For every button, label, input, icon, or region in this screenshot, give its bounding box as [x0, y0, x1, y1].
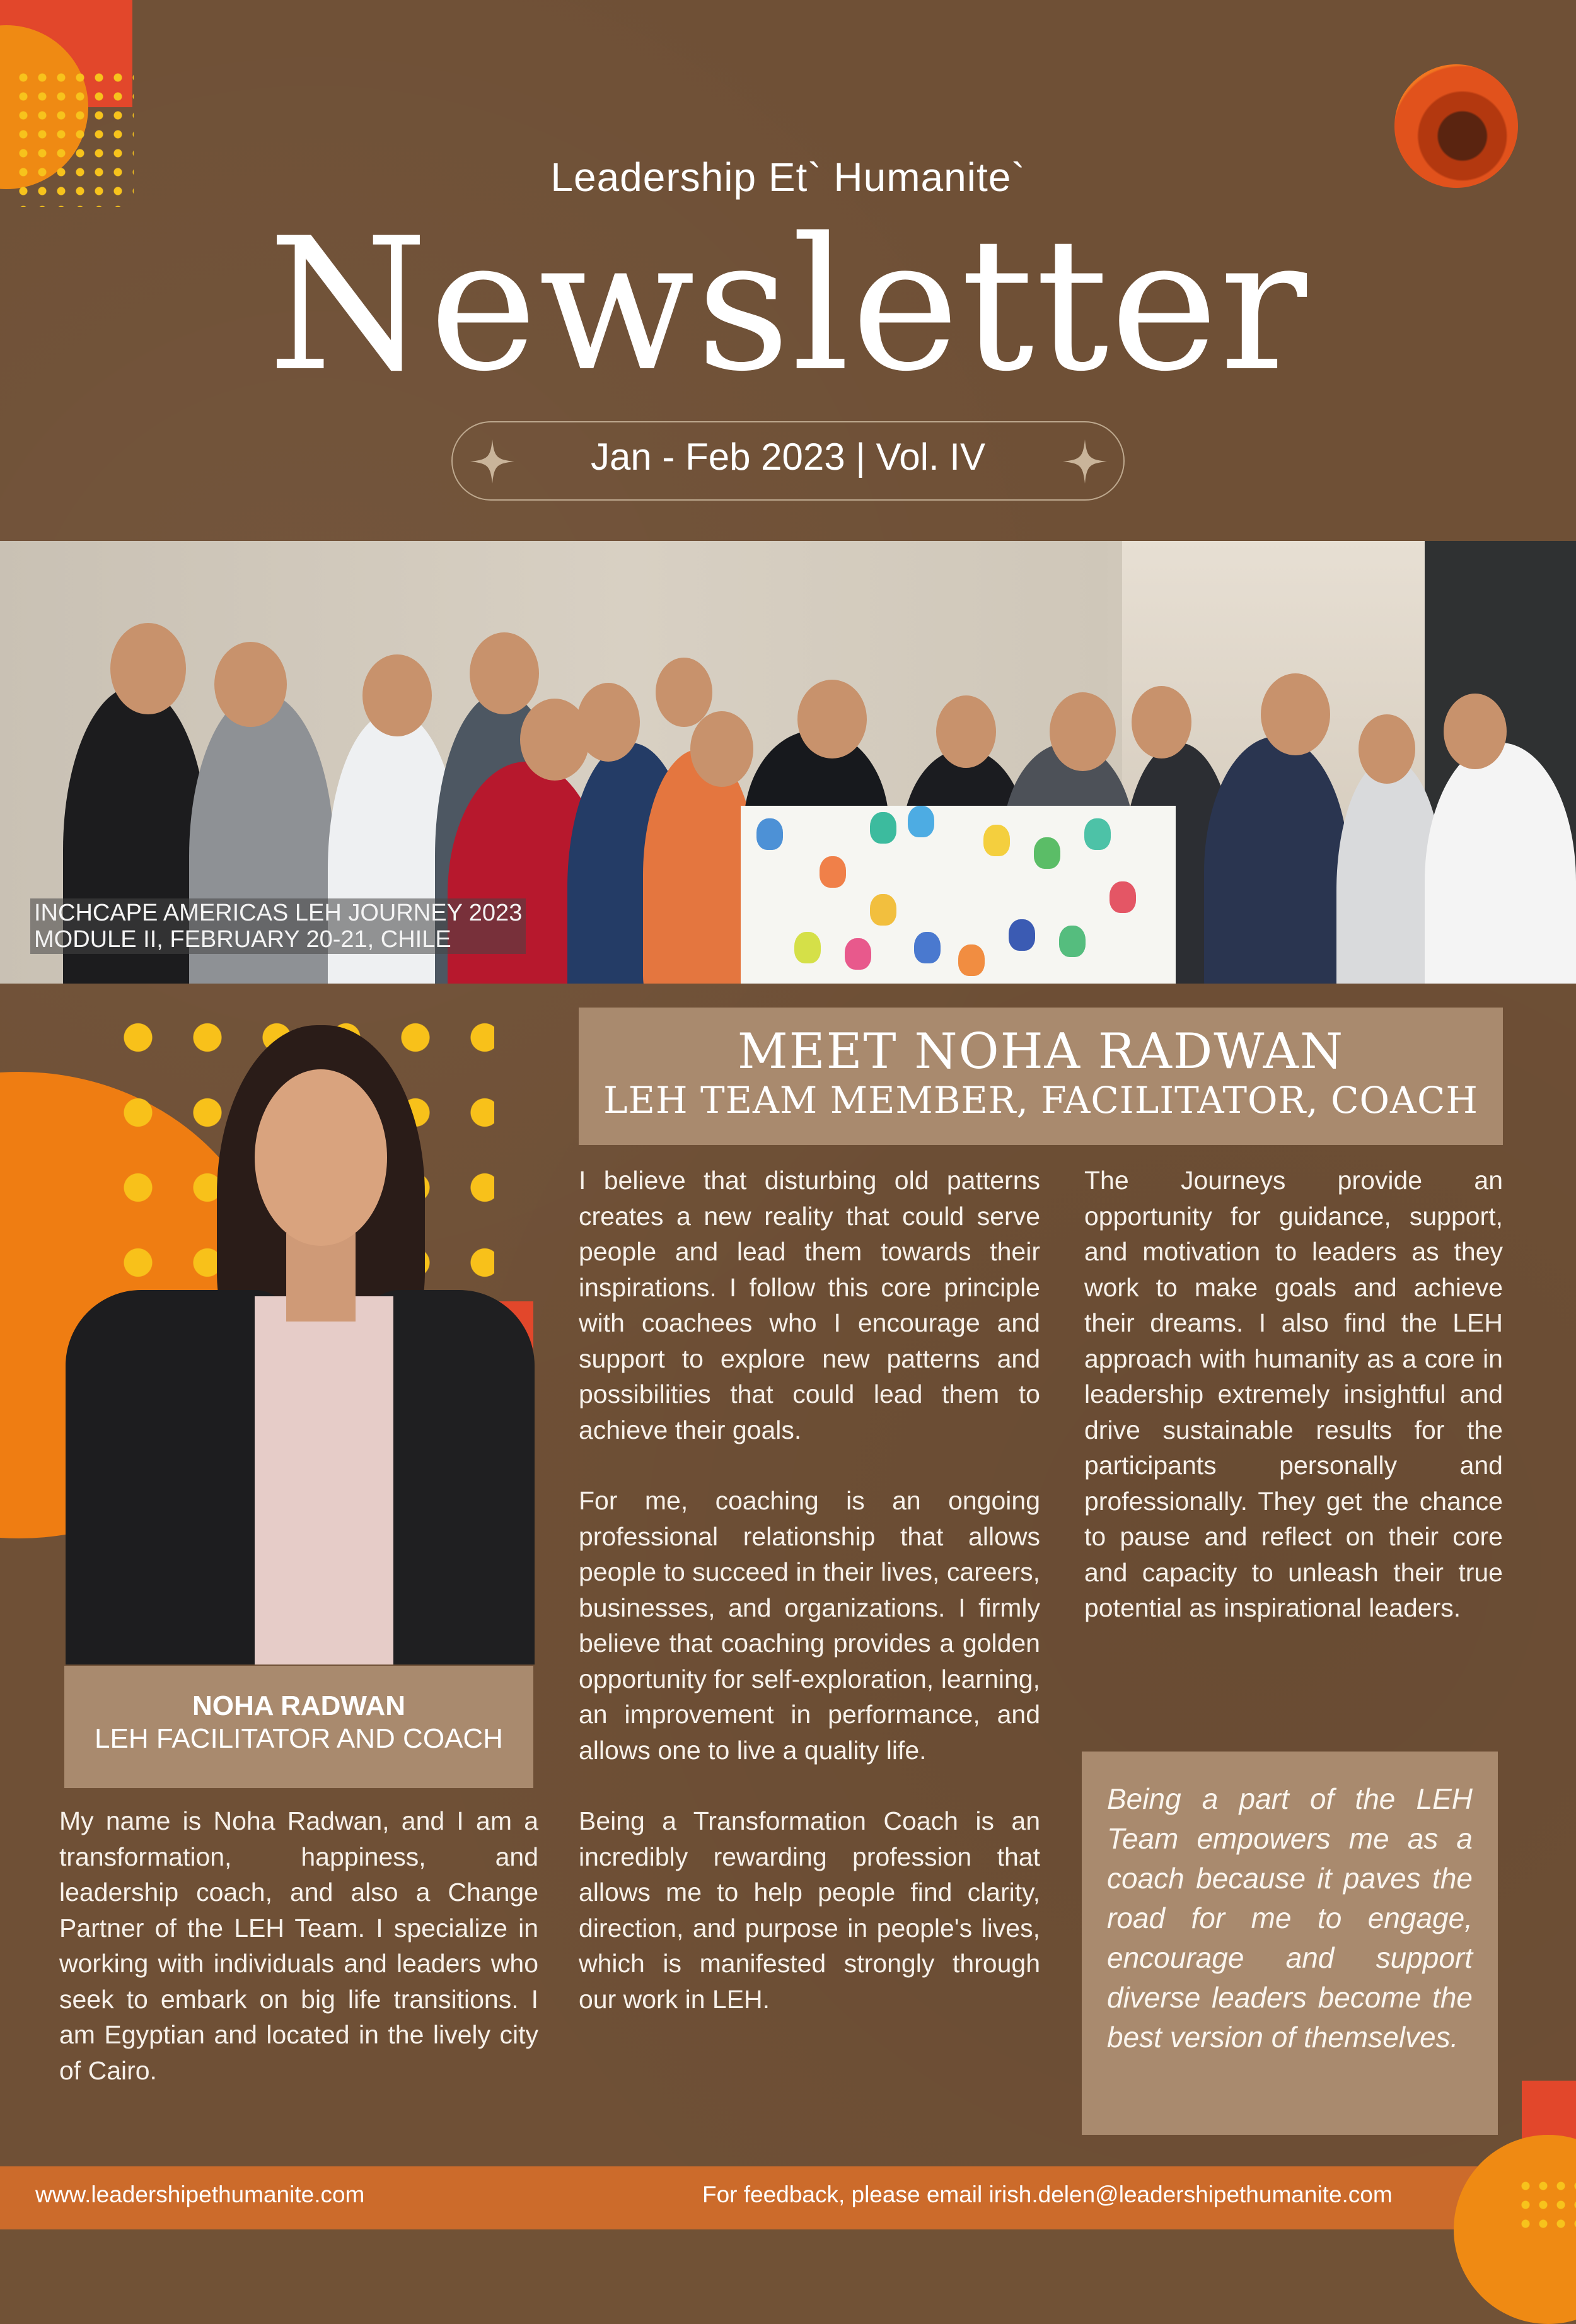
person-role: LEH FACILITATOR AND COACH	[95, 1723, 503, 1754]
photo-caption	[30, 898, 526, 954]
person-name: NOHA RADWAN	[192, 1690, 406, 1721]
brand-name: Leadership Et` Humanite`	[550, 154, 1026, 200]
intro-paragraph: My name is Noha Radwan, and I am a transformation, happiness, and leadership coach, and also a Change Partner of the LEH Team. I specialize in working with individuals and leaders who seek to embark on big life transitions. I am Egyptian and located in the lively city of Cairo.	[59, 1806, 538, 2085]
paragraph: Being a Transformation Coach is an incredibly rewarding profession that allows me to help people find clarity, direction, and purpose in people's lives, which is manifested strongly through our work in LEH.	[579, 1806, 1040, 2014]
article-column-middle	[579, 1163, 1040, 2017]
paragraph: I believe that disturbing old patterns creates a new reality that could serve people and lead them towards their inspirations. I follow this core principle with coachees who I encourage and support to explore new patterns and possibilities that could lead them to achieve their goals.	[579, 1166, 1040, 1444]
portrait-photo	[66, 1025, 535, 1665]
article-column-right	[1084, 1163, 1503, 1626]
photo-caption-line1: INCHCAPE AMERICAS LEH JOURNEY 2023	[34, 900, 523, 926]
decorative-red-square	[1522, 2081, 1576, 2144]
newsletter-title: Newsletter	[267, 199, 1309, 412]
feature-heading-box	[579, 1008, 1503, 1145]
paragraph: For me, coaching is an ongoing professional relationship that allows people to succeed in their lives, careers, businesses, and organizations. I firmly believe that coaching provides a golden opportunity for self-exploration, learning, an improvement in performance, and allows one to live a quality life.	[579, 1486, 1040, 1765]
issue-date: Jan - Feb 2023 | Vol. IV	[591, 436, 985, 478]
feature-heading: MEET NOHA RADWAN	[737, 1023, 1345, 1080]
pull-quote: Being a part of the LEH Team empowers me as a coach because it paves the road for me to engage, encourage and support diverse leaders become the best version of themselves.	[1107, 1782, 1473, 2054]
footer-feedback-email[interactable]: For feedback, please email irish.delen@leadershipethumanite.com	[702, 2182, 1393, 2207]
footer-website-link[interactable]: www.leadershipethumanite.com	[35, 2182, 365, 2207]
name-caption-box	[64, 1666, 533, 1788]
photo-caption-line2: MODULE II, FEBRUARY 20-21, CHILE	[34, 926, 451, 953]
feature-subheading: LEH TEAM MEMBER, FACILITATOR, COACH	[603, 1079, 1478, 1122]
sparkle-icon	[1063, 439, 1107, 484]
paragraph: The Journeys provide an opportunity for guidance, support, and motivation to leaders as they work to make goals and achieve their dreams. I also find the LEH approach with humanity as a core in leadership extremely insightful and drive sustainable results for the participants personally and professionally. They get the chance to pause and reflect on their core and capacity to unleash their true potential as inspirational leaders.	[1084, 1166, 1503, 1622]
pull-quote-box	[1082, 1752, 1498, 2135]
decorative-dot-grid	[1517, 2176, 1576, 2229]
